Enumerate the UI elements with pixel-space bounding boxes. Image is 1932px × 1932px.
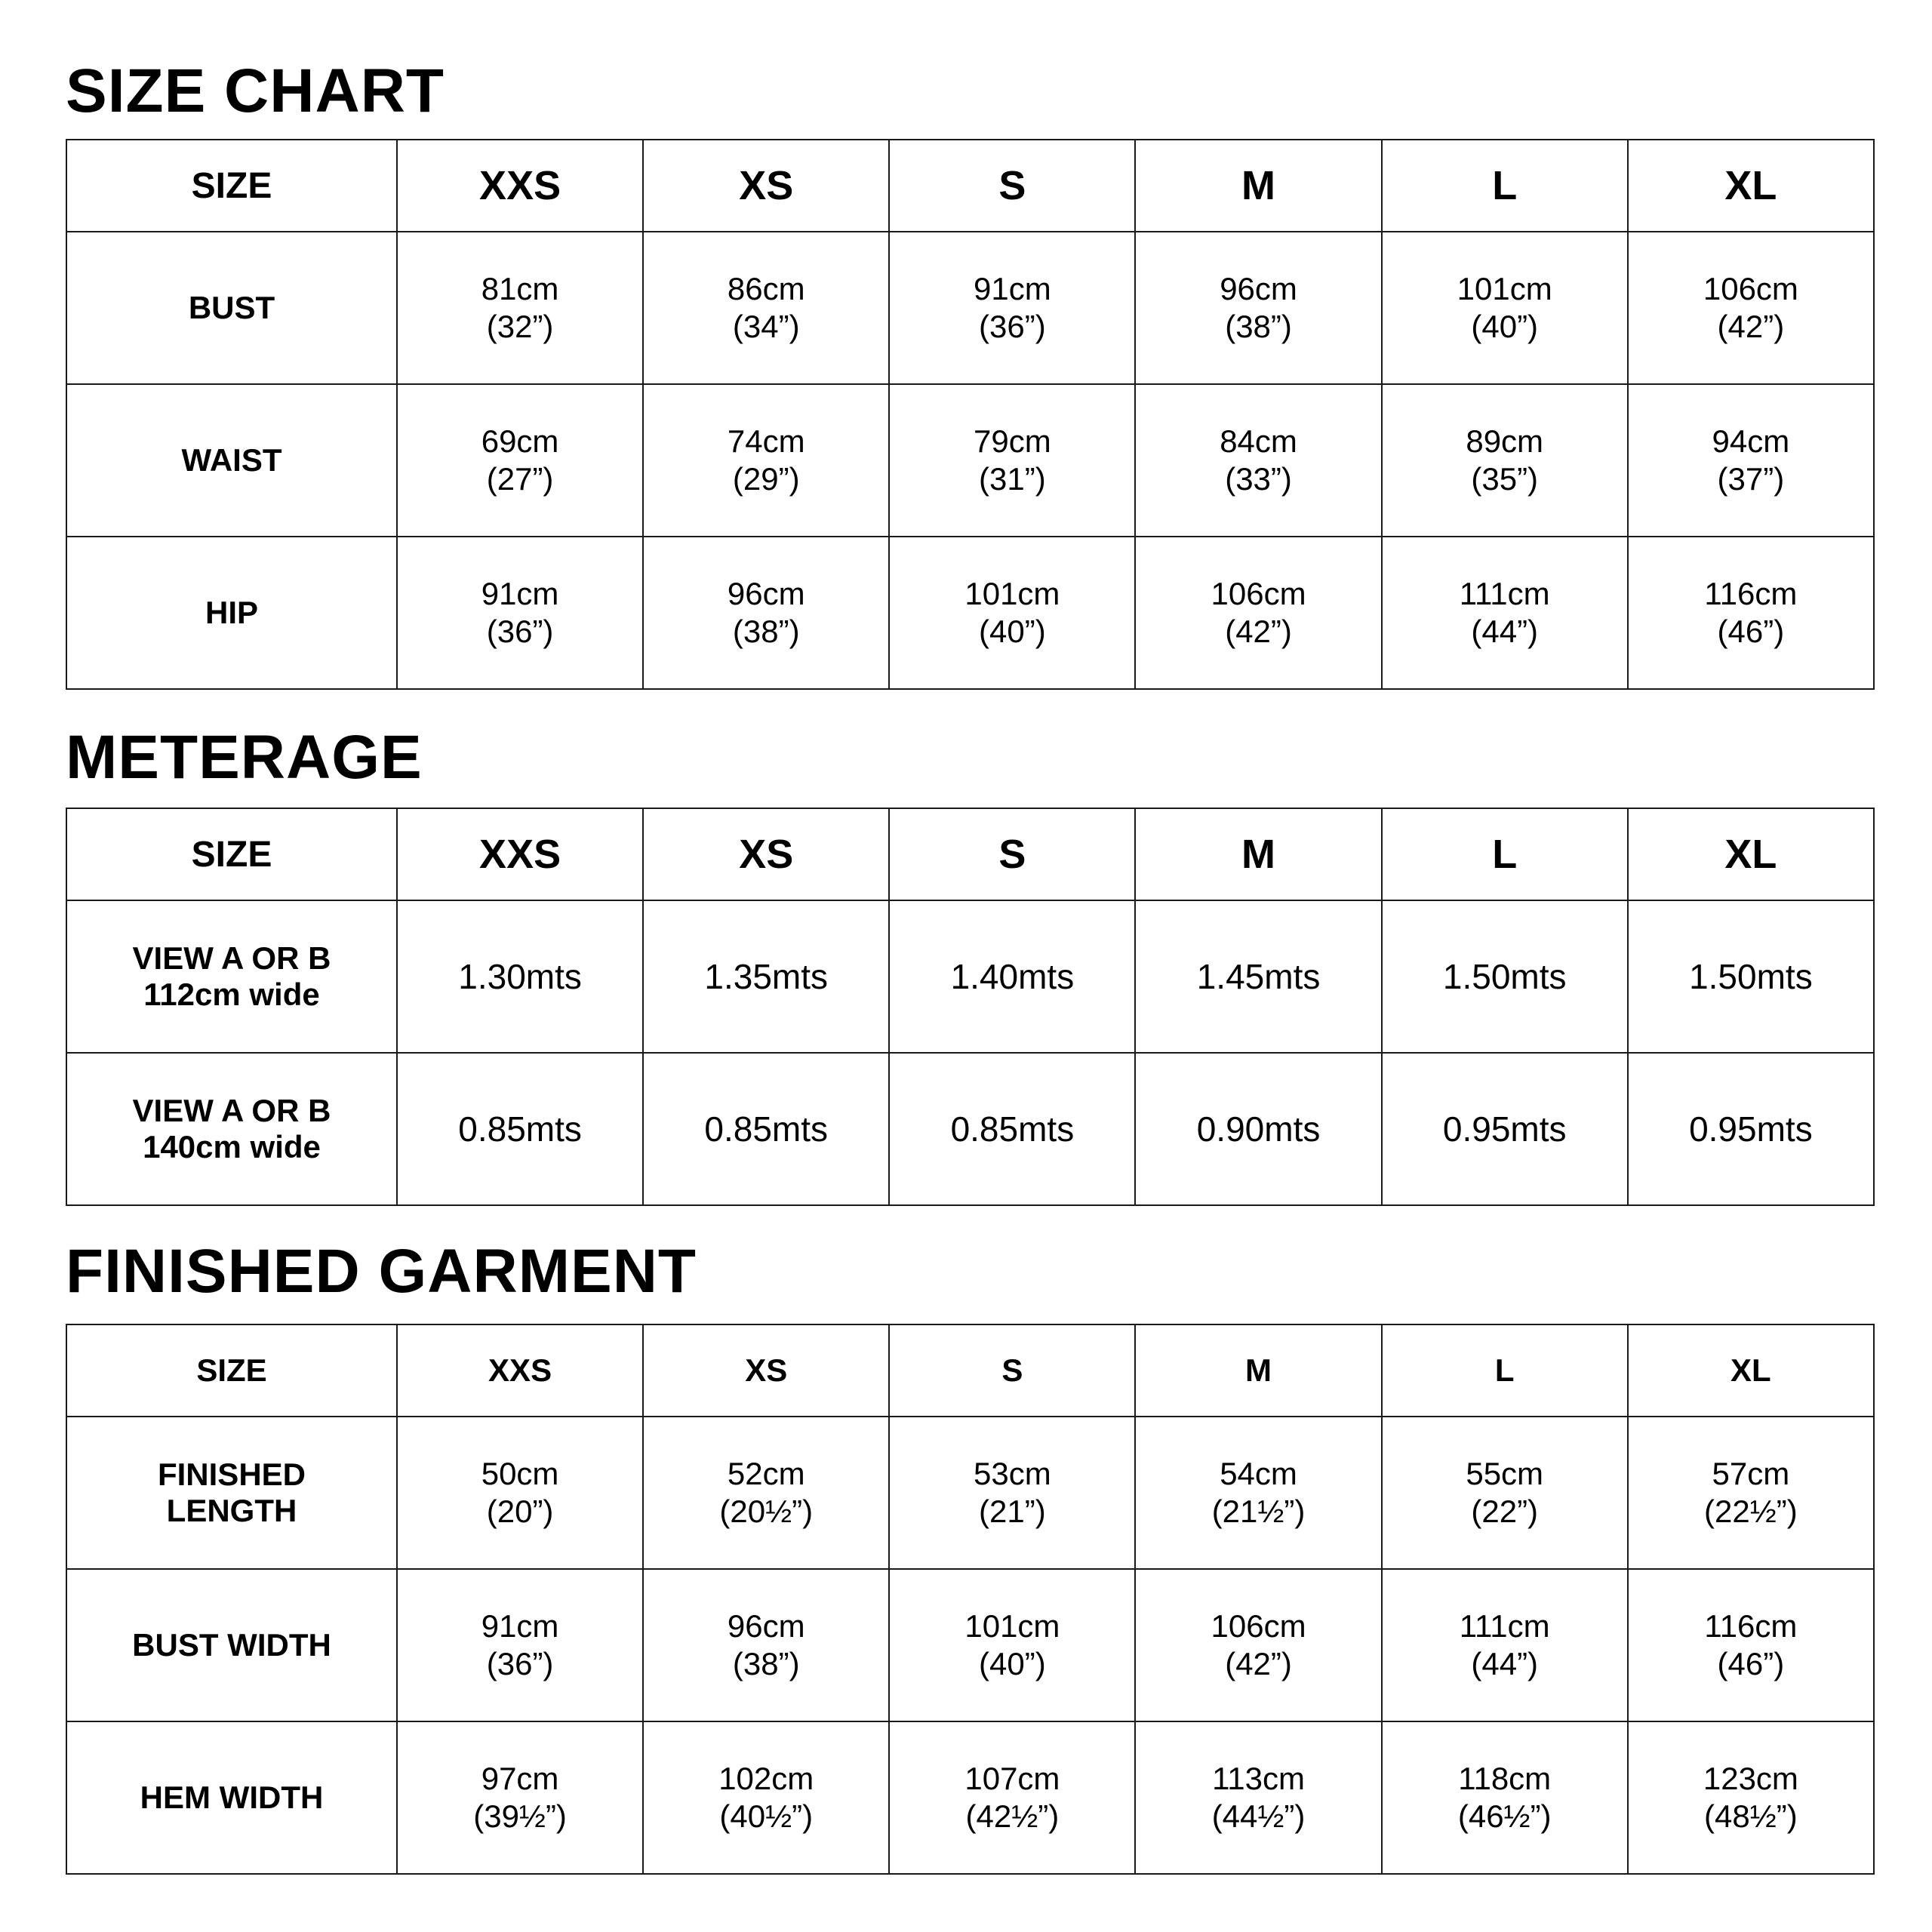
- value-cell: 0.95mts: [1382, 1053, 1628, 1205]
- meterage-title: METERAGE: [66, 723, 423, 792]
- value-cell: 1.40mts: [889, 900, 1135, 1053]
- value-cell: 96cm (38”): [643, 537, 889, 689]
- value-cell: 53cm (21”): [889, 1417, 1135, 1569]
- value-cell: 101cm (40”): [889, 537, 1135, 689]
- value-cell: 91cm (36”): [397, 1569, 643, 1721]
- value-cell: 106cm (42”): [1135, 1569, 1381, 1721]
- value-cell: 106cm (42”): [1135, 537, 1381, 689]
- header-cell: S: [889, 808, 1135, 900]
- table-row: [66, 1053, 1874, 1205]
- value-cell: 91cm (36”): [889, 232, 1135, 384]
- row-label: VIEW A OR B 140cm wide: [66, 1053, 397, 1205]
- header-cell: XL: [1628, 808, 1874, 900]
- value-cell: 101cm (40”): [1382, 232, 1628, 384]
- row-label: HIP: [66, 537, 397, 689]
- value-cell: 84cm (33”): [1135, 384, 1381, 537]
- value-cell: 52cm (20½”): [643, 1417, 889, 1569]
- value-cell: 123cm (48½”): [1628, 1721, 1874, 1874]
- value-cell: 79cm (31”): [889, 384, 1135, 537]
- header-cell: SIZE: [66, 808, 397, 900]
- header-cell: SIZE: [66, 140, 397, 232]
- value-cell: 1.45mts: [1135, 900, 1381, 1053]
- header-cell: SIZE: [66, 1324, 397, 1417]
- value-cell: 1.50mts: [1628, 900, 1874, 1053]
- header-cell: XS: [643, 1324, 889, 1417]
- header-cell: XL: [1628, 1324, 1874, 1417]
- value-cell: 57cm (22½”): [1628, 1417, 1874, 1569]
- header-cell: M: [1135, 140, 1381, 232]
- row-label: HEM WIDTH: [66, 1721, 397, 1874]
- header-cell: S: [889, 1324, 1135, 1417]
- value-cell: 111cm (44”): [1382, 537, 1628, 689]
- header-cell: L: [1382, 1324, 1628, 1417]
- table-row: [66, 900, 1874, 1053]
- header-cell: XXS: [397, 140, 643, 232]
- row-label: WAIST: [66, 384, 397, 537]
- value-cell: 101cm (40”): [889, 1569, 1135, 1721]
- value-cell: 86cm (34”): [643, 232, 889, 384]
- value-cell: 116cm (46”): [1628, 1569, 1874, 1721]
- value-cell: 81cm (32”): [397, 232, 643, 384]
- size-chart-title: SIZE CHART: [66, 57, 445, 125]
- header-cell: XXS: [397, 1324, 643, 1417]
- row-label: BUST: [66, 232, 397, 384]
- value-cell: 89cm (35”): [1382, 384, 1628, 537]
- finished-garment-title: FINISHED GARMENT: [66, 1237, 697, 1306]
- size-chart-header-row: [66, 140, 1874, 232]
- value-cell: 0.85mts: [397, 1053, 643, 1205]
- value-cell: 113cm (44½”): [1135, 1721, 1381, 1874]
- value-cell: 106cm (42”): [1628, 232, 1874, 384]
- header-cell: M: [1135, 808, 1381, 900]
- row-label: FINISHED LENGTH: [66, 1417, 397, 1569]
- table-row: [66, 1721, 1874, 1874]
- value-cell: 0.85mts: [643, 1053, 889, 1205]
- table-row: [66, 384, 1874, 537]
- row-label: BUST WIDTH: [66, 1569, 397, 1721]
- size-chart-table: [66, 139, 1875, 690]
- finished-garment-table: [66, 1324, 1875, 1875]
- value-cell: 55cm (22”): [1382, 1417, 1628, 1569]
- value-cell: 50cm (20”): [397, 1417, 643, 1569]
- table-row: [66, 1569, 1874, 1721]
- table-row: [66, 232, 1874, 384]
- header-cell: L: [1382, 808, 1628, 900]
- value-cell: 96cm (38”): [643, 1569, 889, 1721]
- finished-garment-header-row: [66, 1324, 1874, 1417]
- table-row: [66, 537, 1874, 689]
- value-cell: 97cm (39½”): [397, 1721, 643, 1874]
- value-cell: 0.85mts: [889, 1053, 1135, 1205]
- value-cell: 0.90mts: [1135, 1053, 1381, 1205]
- value-cell: 54cm (21½”): [1135, 1417, 1381, 1569]
- value-cell: 118cm (46½”): [1382, 1721, 1628, 1874]
- row-label: VIEW A OR B 112cm wide: [66, 900, 397, 1053]
- header-cell: M: [1135, 1324, 1381, 1417]
- table-row: [66, 1417, 1874, 1569]
- header-cell: XS: [643, 808, 889, 900]
- meterage-header-row: [66, 808, 1874, 900]
- header-cell: XXS: [397, 808, 643, 900]
- value-cell: 116cm (46”): [1628, 537, 1874, 689]
- value-cell: 91cm (36”): [397, 537, 643, 689]
- header-cell: S: [889, 140, 1135, 232]
- header-cell: XL: [1628, 140, 1874, 232]
- value-cell: 102cm (40½”): [643, 1721, 889, 1874]
- value-cell: 1.30mts: [397, 900, 643, 1053]
- meterage-table: [66, 808, 1875, 1206]
- value-cell: 94cm (37”): [1628, 384, 1874, 537]
- header-cell: XS: [643, 140, 889, 232]
- value-cell: 1.35mts: [643, 900, 889, 1053]
- value-cell: 0.95mts: [1628, 1053, 1874, 1205]
- value-cell: 111cm (44”): [1382, 1569, 1628, 1721]
- value-cell: 96cm (38”): [1135, 232, 1381, 384]
- header-cell: L: [1382, 140, 1628, 232]
- value-cell: 107cm (42½”): [889, 1721, 1135, 1874]
- value-cell: 69cm (27”): [397, 384, 643, 537]
- value-cell: 1.50mts: [1382, 900, 1628, 1053]
- value-cell: 74cm (29”): [643, 384, 889, 537]
